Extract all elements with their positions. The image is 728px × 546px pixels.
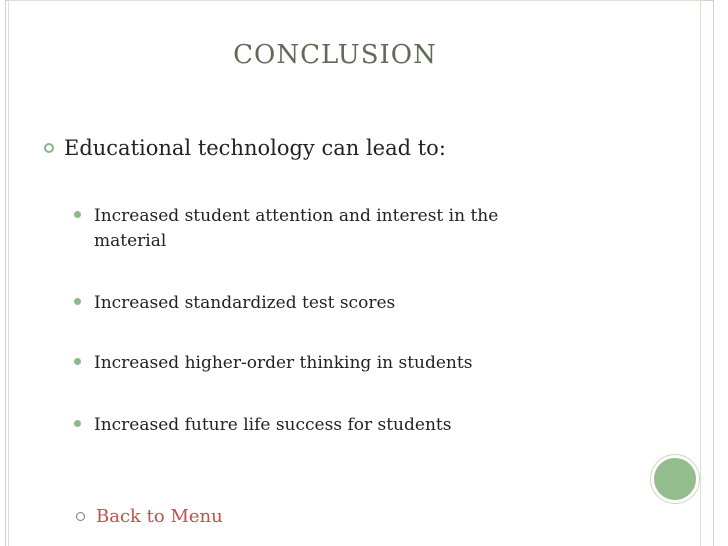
back-to-menu-link[interactable]: Back to Menu [96, 506, 223, 527]
main-bullet-text: Educational technology can lead to: [64, 136, 446, 160]
dot-bullet-icon [74, 358, 81, 365]
sub-bullet-item [74, 204, 574, 254]
sub-bullet-item [74, 413, 574, 438]
dot-bullet-icon [74, 420, 81, 427]
sub-bullet-text: Increased higher-order thinking in students [94, 353, 473, 373]
ring-bullet-icon [44, 143, 54, 153]
dot-bullet-icon [74, 211, 81, 218]
sub-bullet-text: Increased future life success for students [94, 415, 452, 435]
sub-bullet-item [74, 291, 574, 316]
ring-bullet-icon [76, 512, 85, 521]
back-to-menu-item [76, 506, 223, 527]
sub-bullet-text: Increased standardized test scores [94, 293, 396, 313]
sub-bullet-item [74, 351, 574, 376]
green-circle-icon [651, 455, 699, 503]
main-bullet [44, 136, 446, 160]
sub-bullet-text: Increased student attention and interest in the material [94, 206, 499, 251]
slide-title: CONCLUSION [233, 40, 437, 70]
slide-frame-inner [8, 0, 701, 546]
dot-bullet-icon [74, 298, 81, 305]
